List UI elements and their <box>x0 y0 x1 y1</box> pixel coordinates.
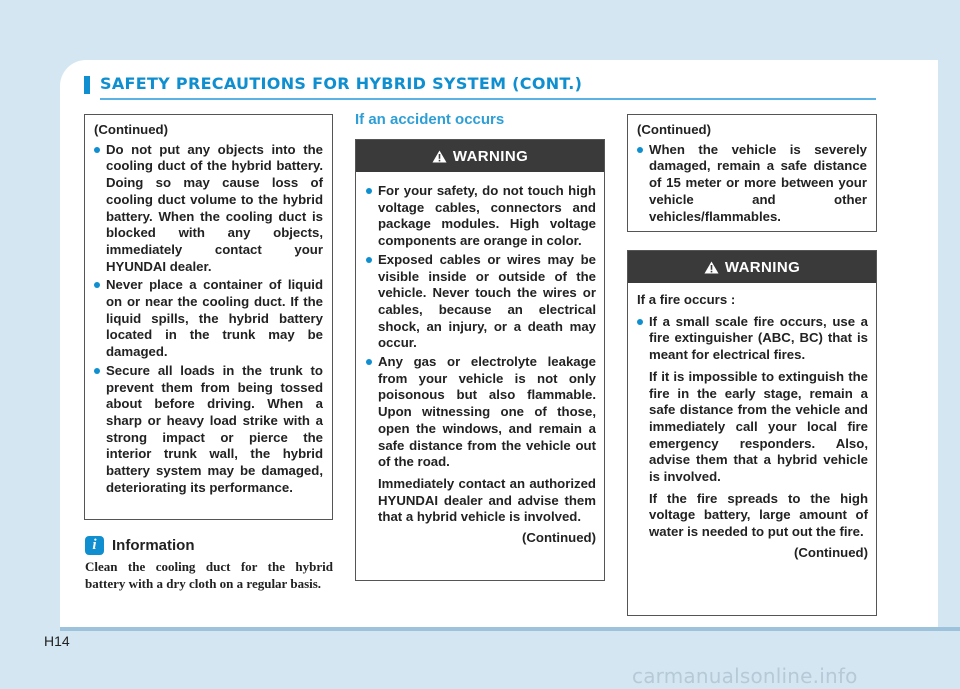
fire-warning-box <box>627 250 877 616</box>
accident-warning-box <box>355 139 605 581</box>
fire-paragraph: If it is impossible to extinguish the fire in the early stage, remain a safe distance from the vehicle and immediately call your local fire emergency responders. Also, advise them that a hybrid vehicle is involved. <box>649 368 868 485</box>
list-item: Exposed cables or wires may be visible inside or outside of the vehicle. Never touch the wires or cables, because an electrical shock, an injury, or a death may occur. <box>366 252 596 352</box>
list-item: If a small scale fire occurs, use a fire extinguisher (ABC, BC) that is meant for electrical fires. <box>637 314 868 364</box>
info-icon: i <box>85 536 104 555</box>
information-title: Information <box>112 537 195 554</box>
warning-content <box>628 283 876 568</box>
left-bullet-list <box>94 142 323 497</box>
watermark: carmanualsonline.info <box>632 664 858 688</box>
continued-label: (Continued) <box>522 530 596 546</box>
list-item: When the vehicle is severely damaged, remain a safe distance of 15 meter or more between your vehicle and other vehicles/flammables. <box>637 142 867 226</box>
information-body: Clean the cooling duct for the hybrid battery with a dry cloth on a regular basis. <box>85 559 333 591</box>
fire-bullet-list <box>637 314 868 364</box>
continued-label: (Continued) <box>94 122 168 137</box>
accident-bullet-list <box>366 183 596 471</box>
warning-label: WARNING <box>452 147 529 165</box>
right-continued-box <box>627 114 877 232</box>
section-title-accident: If an accident occurs <box>355 111 505 128</box>
warning-label: WARNING <box>724 258 801 276</box>
right-top-bullet-list <box>637 142 867 226</box>
page-bottom-edge <box>60 627 960 631</box>
warning-triangle-icon <box>704 261 719 274</box>
warning-header <box>628 251 876 283</box>
header-underline <box>100 98 876 100</box>
page-number: H14 <box>44 633 70 649</box>
page-margin-strip <box>938 60 960 627</box>
fire-paragraph: If the fire spreads to the high voltage battery, large amount of water is needed to put out the fire. <box>649 490 868 540</box>
list-item: Any gas or electrolyte leakage from your vehicle is not only poisonous but also flammable. Upon witnessing one of those, open the windows, and remain a safe distance from the vehicle out of the road. <box>366 354 596 471</box>
list-item: Secure all loads in the trunk to prevent them from being tossed about before driving. When a sharp or heavy load strike with a strong impact or pierce the interior trunk wall, the hybrid battery system may be damaged, deteriorating its performance. <box>94 363 323 497</box>
list-item: Never place a container of liquid on or near the cooling duct. If the liquid spills, the hybrid battery located in the trunk may be damaged. <box>94 277 323 361</box>
warning-triangle-icon <box>432 150 447 163</box>
page-title: SAFETY PRECAUTIONS FOR HYBRID SYSTEM (CONT.) <box>100 74 583 93</box>
list-item: Do not put any objects into the cooling duct of the hybrid battery. Doing so may cause loss of cooling duct volume to the hybrid battery. When the cooling duct is blocked with any objects, immediately contact your HYUNDAI dealer. <box>94 142 323 276</box>
warning-content <box>356 172 604 553</box>
continued-label: (Continued) <box>794 544 868 560</box>
list-item: For your safety, do not touch high voltage cables, connectors and package modules. High voltage components are orange in color. <box>366 183 596 250</box>
contact-dealer-paragraph: Immediately contact an authorized HYUNDAI dealer and advise them that a hybrid vehicle is involved. <box>378 475 596 525</box>
fire-intro: If a fire occurs : <box>637 292 736 307</box>
continued-label: (Continued) <box>637 122 711 137</box>
warning-header <box>356 140 604 172</box>
left-caution-box <box>84 114 333 520</box>
header-accent-bar <box>84 76 90 94</box>
